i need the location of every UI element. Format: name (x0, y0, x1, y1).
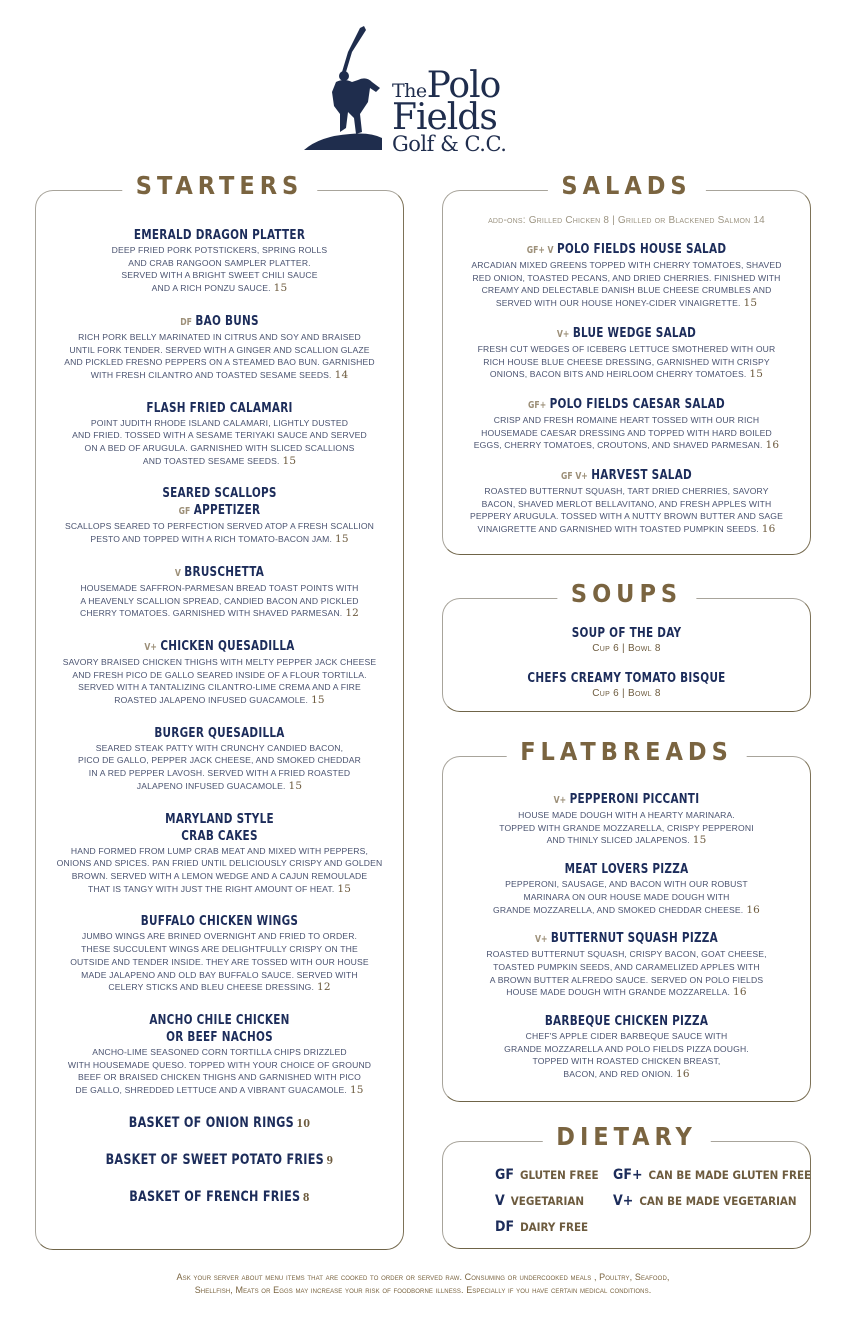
item-name: CHEFS CREAMY TOMATO BISQUE (527, 670, 726, 686)
item-price: 12 (316, 981, 331, 994)
item-description: HOUSE MADE DOUGH WITH A HEARTY MARINARA. TOPPED WITH GRANDE MOZZARELLA, CRISPY PEPPERONI AND THINLY SLICED JALAPENOS. 15 (499, 810, 754, 847)
dietary-tag: GF+ (528, 399, 547, 411)
club-logo (300, 22, 520, 157)
logo-the: The (392, 80, 427, 102)
starters-section (35, 171, 404, 1250)
item-description: ROASTED BUTTERNUT SQUASH, CRISPY BACON, GOAT CHEESE, TOASTED PUMPKIN SEEDS, AND CARAMELIZED APPLES WITH A BROWN BUTTER ALFREDO SAUCE. SERVED ON POLO FIELDS HOUSE MADE DOUGH WITH GRANDE MOZZARELLA. 16 (486, 949, 767, 999)
item-price: 15 (692, 834, 707, 847)
item-price: 15 (311, 694, 325, 707)
item-price: 14 (334, 368, 349, 381)
menu-item (443, 396, 810, 452)
item-name: MEAT LOVERS PIZZA (564, 861, 689, 878)
item-name: BURGER QUESADILLA (154, 724, 285, 741)
item-price: 15 (335, 533, 349, 546)
item-name: POLO FIELDS HOUSE SALAD (556, 241, 727, 257)
polo-player-icon (300, 22, 395, 152)
section-title: DIETARY (542, 1122, 710, 1151)
menu-item (36, 1152, 403, 1169)
item-price: 15 (749, 368, 764, 381)
item-price: 16 (765, 439, 780, 452)
dietary-tag: GF (178, 506, 191, 518)
menu-item (443, 241, 810, 310)
item-price: 15 (349, 1084, 364, 1097)
item-price: Cup 6 | Bowl 8 (592, 643, 661, 654)
menu-item (443, 467, 810, 536)
flatbreads-list (443, 791, 810, 1095)
item-price: 9 (326, 1153, 334, 1167)
item-name: POLO FIELDS CAESAR SALAD (549, 395, 725, 412)
legend-dairy-free: DF DAIRY FREE (495, 1219, 589, 1235)
dietary-tag: V+ (553, 795, 567, 806)
dietary-tag: V+ (556, 328, 570, 340)
item-price: 16 (761, 523, 776, 536)
item-description: ARCADIAN MIXED GREENS TOPPED WITH CHERRY TOMATOES, SHAVED RED ONION, TOASTED PECANS, AND DRIED CHERRIES. FINISHED WITH CREAMY AND DELECTABLE DANISH BLUE CHEESE CRUMBLES AND SERVED WITH OUR HOUSE HONEY-CIDER VINAIGRETTE. 15 (471, 260, 782, 310)
menu-item (443, 670, 810, 701)
item-price: 15 (743, 297, 758, 310)
item-description: ANCHO-LIME SEASONED CORN TORTILLA CHIPS DRIZZLED WITH HOUSEMADE QUESO. TOPPED WITH YOUR CHOICE OF GROUND BEEF OR BRAISED CHICKEN THIGHS AND GARNISHED WITH PICO DE GALLO, SHREDDED LETTUCE AND A VIBRANT GUACAMOLE. 15 (67, 1046, 372, 1097)
item-description: SCALLOPS SEARED TO PERFECTION SERVED ATOP A FRESH SCALLION PESTO AND TOPPED WITH A RICH TOMATO-BACON JAM. 15 (64, 521, 375, 546)
item-name: BASKET OF SWEET POTATO FRIES (105, 1151, 324, 1168)
item-price: 16 (675, 1068, 690, 1081)
item-description: CRISP AND FRESH ROMAINE HEART TOSSED WITH OUR RICH HOUSEMADE CAESAR DRESSING AND TOPPED WITH HARD BOILED EGGS, CHERRY TOMATOES, CROUTONS, AND SHAVED PARMESAN. 16 (473, 414, 780, 452)
legend-gluten-free: GF GLUTEN FREE (495, 1167, 599, 1183)
item-price: 16 (746, 903, 760, 916)
item-description: HOUSEMADE SAFFRON-PARMESAN BREAD TOAST POINTS WITH A HEAVENLY SCALLION SPREAD, CANDIED BACON AND PICKLED CHERRY TOMATOES. GARNISHED WITH SHAVED PARMESAN. 12 (79, 582, 360, 620)
dietary-tag: GF V+ (560, 471, 588, 483)
item-name: CRAB CAKES (181, 827, 258, 844)
menu-item (36, 811, 403, 896)
starters-list (36, 227, 403, 1226)
item-name: CHICKEN QUESADILLA (160, 637, 295, 654)
item-name: BLUE WEDGE SALAD (572, 324, 697, 341)
logo-polo: Polo (426, 65, 501, 106)
item-price: 8 (302, 1190, 310, 1204)
item-name: APPETIZER (193, 502, 261, 519)
item-price: 15 (288, 779, 303, 792)
soups-section (442, 579, 811, 712)
item-price: 15 (282, 454, 297, 467)
item-description: PEPPERONI, SAUSAGE, AND BACON WITH OUR ROBUST MARINARA ON OUR HOUSE MADE DOUGH WITH GRANDE MOZZARELLA, AND SMOKED CHEDDAR CHEESE. 16 (493, 879, 760, 916)
item-name: OR BEEF NACHOS (166, 1028, 273, 1045)
section-title: FLATBREADS (506, 737, 747, 766)
dietary-tag: V (174, 567, 181, 579)
menu-item (36, 1115, 403, 1132)
item-description: JUMBO WINGS ARE BRINED OVERNIGHT AND FRIED TO ORDER. THESE SUCCULENT WINGS ARE DELIGHTFULLY CRISPY ON THE OUTSIDE AND TENDER INSIDE. THEY ARE TOSSED WITH OUR HOUSE MADE JALAPENO AND OLD BAY BUFFALO SAUCE. SERVED WITH CELERY STICKS AND BLEU CHEESE DRESSING. 12 (70, 931, 369, 994)
item-description: HAND FORMED FROM LUMP CRAB MEAT AND MIXED WITH PEPPERS, ONIONS AND SPICES. PAN FRIED UNTIL DELICIOUSLY CRISPY AND GOLDEN BROWN. SERVED WITH A LEMON WEDGE AND A CAJUN REMOULADE THAT IS TANGY WITH JUST THE RIGHT AMOUNT OF HEAT. 15 (56, 845, 383, 895)
legend-can-be-gluten-free: GF+ CAN BE MADE GLUTEN FREE (613, 1167, 812, 1183)
menu-item (36, 400, 403, 468)
item-description: SAVORY BRAISED CHICKEN THIGHS WITH MELTY PEPPER JACK CHEESE AND FRESH PICO DE GALLO SEARED INSIDE OF A FLOUR TORTILLA. SERVED WITH A TANTALIZING CILANTRO-LIME CREMA AND A FIRE ROASTED JALAPENO INFUSED GUACAMOLE. 15 (62, 656, 377, 707)
dietary-tag: V+ (534, 934, 548, 946)
item-name-line1: MARYLAND STYLE (165, 810, 274, 827)
item-name: BASKET OF ONION RINGS (128, 1114, 294, 1131)
salad-addons: add-ons: Grilled Chicken 8 | Grilled or Blackened Salmon 14 (488, 215, 765, 226)
item-description: POINT JUDITH RHODE ISLAND CALAMARI, LIGHTLY DUSTED AND FRIED. TOSSED WITH A SESAME TERIYAKI SAUCE AND SERVED ON A BED OF ARUGULA. GARNISHED WITH SLICED SCALLIONS AND TOASTED SESAME SEEDS. 15 (72, 417, 367, 467)
soups-list (443, 625, 810, 715)
item-name: EMERALD DRAGON PLATTER (133, 227, 306, 243)
menu-item (36, 485, 403, 545)
menu-item (443, 625, 810, 656)
item-price: 15 (337, 882, 352, 895)
item-name: FLASH FRIED CALAMARI (146, 399, 293, 416)
item-price: 10 (296, 1116, 311, 1130)
section-title: SALADS (547, 171, 705, 200)
item-name-line1: ANCHO CHILE CHICKEN (149, 1011, 290, 1028)
menu-item (36, 313, 403, 382)
disclaimer-line-2: Shellfish, Meats or Eggs may increase your risk of foodborne illness. Especially if you have certain medical conditions. (194, 1285, 652, 1295)
item-description: SEARED STEAK PATTY WITH CRUNCHY CANDIED BACON, PICO DE GALLO, PEPPER JACK CHEESE, AND SMOKED CHEDDAR IN A RED PEPPER LAVOSH. SERVED WITH A FRIED ROASTED JALAPENO INFUSED GUACAMOLE. 15 (77, 742, 362, 792)
menu-item (36, 1012, 403, 1097)
menu-item (36, 1189, 403, 1206)
salads-section (442, 171, 811, 555)
item-price: 15 (273, 282, 288, 295)
dietary-tag: V+ (144, 641, 157, 653)
item-price: 12 (345, 607, 360, 620)
menu-item (36, 725, 403, 793)
item-description: DEEP FRIED PORK POTSTICKERS, SPRING ROLLS AND CRAB RANGOON SAMPLER PLATTER. SERVED WITH A BRIGHT SWEET CHILI SAUCE AND A RICH PONZU SAUCE. 15 (111, 245, 328, 295)
flatbreads-section (442, 737, 811, 1102)
menu-item (443, 930, 810, 999)
item-price: 16 (733, 986, 747, 999)
item-name: BUFFALO CHICKEN WINGS (140, 913, 299, 930)
item-name: BRUSCHETTA (184, 563, 265, 580)
disclaimer-line-1: Ask your server about menu items that are cooked to order or served raw. Consuming or undercooked meals , Poultry, Seafood, (176, 1272, 670, 1282)
item-name: SOUP OF THE DAY (571, 625, 682, 641)
item-name: BUTTERNUT SQUASH PIZZA (550, 930, 718, 947)
item-name: BARBEQUE CHICKEN PIZZA (544, 1013, 709, 1030)
menu-item (36, 638, 403, 707)
dietary-tag: GF+ V (526, 245, 554, 256)
menu-item (443, 1013, 810, 1081)
legend-vegetarian: V VEGETARIAN (495, 1193, 585, 1209)
menu-item (36, 913, 403, 994)
menu-item (36, 227, 403, 295)
item-description: ROASTED BUTTERNUT SQUASH, TART DRIED CHERRIES, SAVORY BACON, SHAVED MERLOT BELLAVITANO, AND FRESH APPLES WITH PEPPERY ARUGULA. TOSSED WITH A NUTTY BROWN BUTTER AND SAGE VINAIGRETTE AND GARNISHED WITH TOASTED PUMPKIN SEEDS. 16 (469, 486, 784, 536)
item-name: HARVEST SALAD (591, 467, 692, 484)
item-description: RICH PORK BELLY MARINATED IN CITRUS AND SOY AND BRAISED UNTIL FORK TENDER. SERVED WITH A GINGER AND SCALLION GLAZE AND PICKLED FRESNO PEPPERS ON A STEAMED BAO BUN. GARNISHED WITH FRESH CILANTRO AND TOASTED SESAME SEEDS. 14 (64, 331, 375, 381)
menu-item (443, 791, 810, 847)
item-name-line1: SEARED SCALLOPS (162, 485, 277, 502)
legend-can-be-vegetarian: V+ CAN BE MADE VEGETARIAN (613, 1193, 797, 1209)
dietary-legend (442, 1122, 812, 1249)
item-name: BASKET OF FRENCH FRIES (129, 1188, 301, 1205)
menu-item (443, 325, 810, 381)
item-name: PEPPERONI PICCANTI (569, 791, 700, 807)
logo-golf: Golf & C.C. (392, 132, 507, 156)
dietary-tag: DF (180, 316, 192, 328)
salads-list (443, 241, 810, 551)
menu-item (443, 861, 810, 916)
section-title: STARTERS (122, 171, 317, 200)
logo-fields: Fields (392, 97, 497, 138)
food-safety-disclaimer (60, 1271, 786, 1297)
item-price: Cup 6 | Bowl 8 (592, 688, 661, 699)
section-title: SOUPS (557, 579, 696, 608)
item-name: BAO BUNS (195, 312, 259, 329)
menu-item (36, 564, 403, 620)
item-description: FRESH CUT WEDGES OF ICEBERG LETTUCE SMOTHERED WITH OUR RICH HOUSE BLUE CHEESE DRESSING, GARNISHED WITH CRISPY ONIONS, BACON BITS AND HEIRLOOM CHERRY TOMATOES. 15 (477, 343, 776, 381)
item-description: CHEF'S APPLE CIDER BARBEQUE SAUCE WITH GRANDE MOZZARELLA AND POLO FIELDS PIZZA DOUGH. TOPPED WITH ROASTED CHICKEN BREAST, BACON, AND RED ONION. 16 (504, 1031, 749, 1081)
